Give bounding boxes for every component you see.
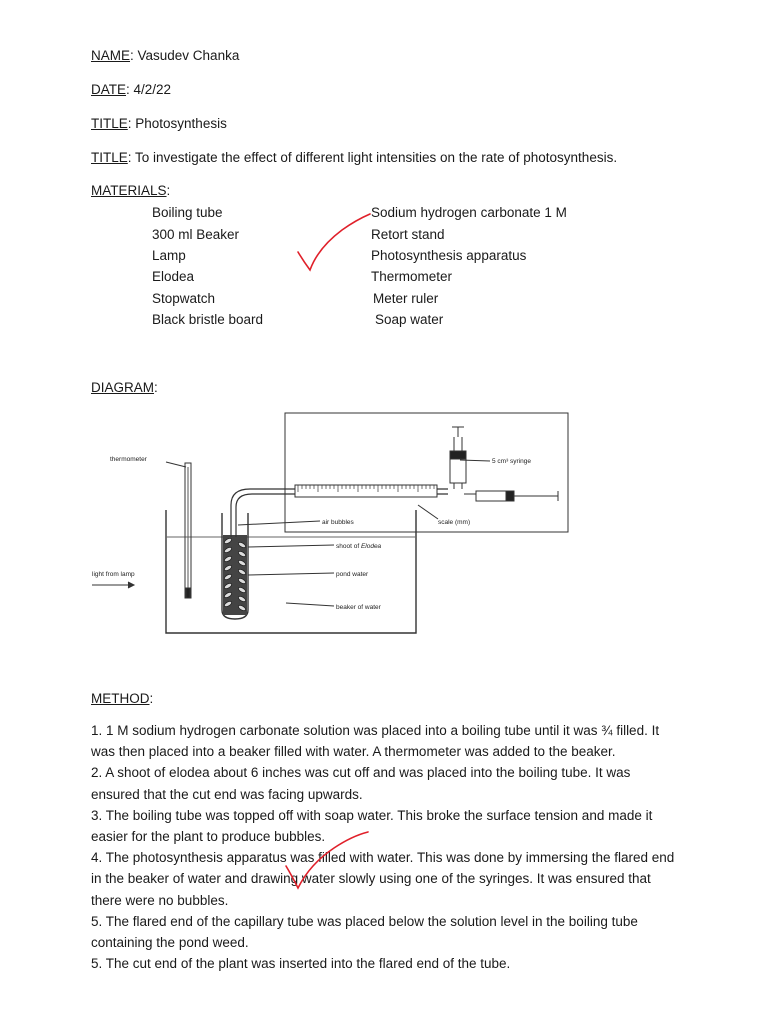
- material-item: Lamp: [152, 248, 186, 263]
- aim-line: [91, 150, 617, 165]
- material-item: 300 ml Beaker: [152, 227, 240, 242]
- material-item: Stopwatch: [152, 291, 216, 306]
- date-value: : 4/2/22: [126, 82, 172, 97]
- method-step: 5. The cut end of the plant was inserted into the flared end of the tube.: [91, 956, 511, 972]
- method-step: 4. The photosynthesis apparatus was filled with water. This was done by immersing the flared end in the beaker of water and drawing water slowly using one of the syringes. It was ensured that there were no bubbles.: [91, 850, 675, 908]
- materials-colon: :: [166, 183, 171, 198]
- label-shoot: shoot of Elodea: [336, 543, 382, 550]
- title-label: TITLE: [91, 116, 128, 131]
- aim-label: TITLE: [91, 150, 128, 165]
- aim-value: : To investigate the effect of different light intensities on the rate of photosynthesis.: [127, 150, 618, 165]
- material-item: Photosynthesis apparatus: [371, 248, 527, 263]
- label-light: light from lamp: [92, 571, 135, 578]
- diagram-heading: [91, 380, 158, 395]
- apparatus-diagram: [88, 405, 588, 640]
- material-item: Elodea: [152, 269, 195, 284]
- label-air-bubbles: air bubbles: [322, 519, 354, 526]
- label-scale: scale (mm): [438, 519, 471, 526]
- name-label: NAME: [91, 48, 131, 63]
- label-thermometer: thermometer: [110, 456, 147, 463]
- method-step: 1. 1 M sodium hydrogen carbonate solution was placed into a boiling tube until it was ¾ filled. It was then placed into a beaker filled with water. A thermometer was added to the beaker.: [91, 723, 660, 760]
- name-value: : Vasudev Chanka: [130, 48, 240, 63]
- material-item: Thermometer: [371, 269, 453, 284]
- material-item: Sodium hydrogen carbonate 1 M: [371, 205, 567, 220]
- title-value: : Photosynthesis: [127, 116, 227, 131]
- apparatus-frame: [285, 413, 568, 532]
- label-syringe: 5 cm³ syringe: [492, 458, 532, 465]
- name-line: [91, 48, 239, 63]
- material-item: Meter ruler: [373, 291, 439, 306]
- method-step: 5. The flared end of the capillary tube was placed below the solution level in the boiling tube containing the pond weed.: [91, 913, 638, 951]
- material-item: Retort stand: [371, 227, 445, 242]
- method-label: METHOD: [91, 691, 150, 706]
- method-step: 2. A shoot of elodea about 6 inches was cut off and was placed into the boiling tube. It was ensured that the cut end was facing upwards.: [91, 765, 631, 802]
- diagram-colon: :: [154, 380, 158, 395]
- material-item: Soap water: [375, 312, 444, 327]
- date-label: DATE: [91, 82, 127, 97]
- material-item: Boiling tube: [152, 205, 223, 220]
- title-line: [91, 116, 227, 131]
- method-step: 3. The boiling tube was topped off with soap water. This broke the surface tension and made it easier for the plant to produce bubbles.: [91, 807, 653, 845]
- materials-label: MATERIALS: [91, 183, 167, 198]
- label-beaker: beaker of water: [336, 604, 381, 611]
- beaker: [166, 510, 416, 633]
- date-line: [91, 82, 171, 97]
- method-heading: [91, 691, 153, 706]
- material-item: Black bristle board: [152, 312, 264, 327]
- method-steps: [91, 720, 681, 974]
- diagram-label: DIAGRAM: [91, 380, 155, 395]
- label-pond-water: pond water: [336, 571, 369, 578]
- method-colon: :: [149, 691, 154, 706]
- materials-heading: [91, 183, 170, 198]
- check-mark-icon: [292, 200, 372, 280]
